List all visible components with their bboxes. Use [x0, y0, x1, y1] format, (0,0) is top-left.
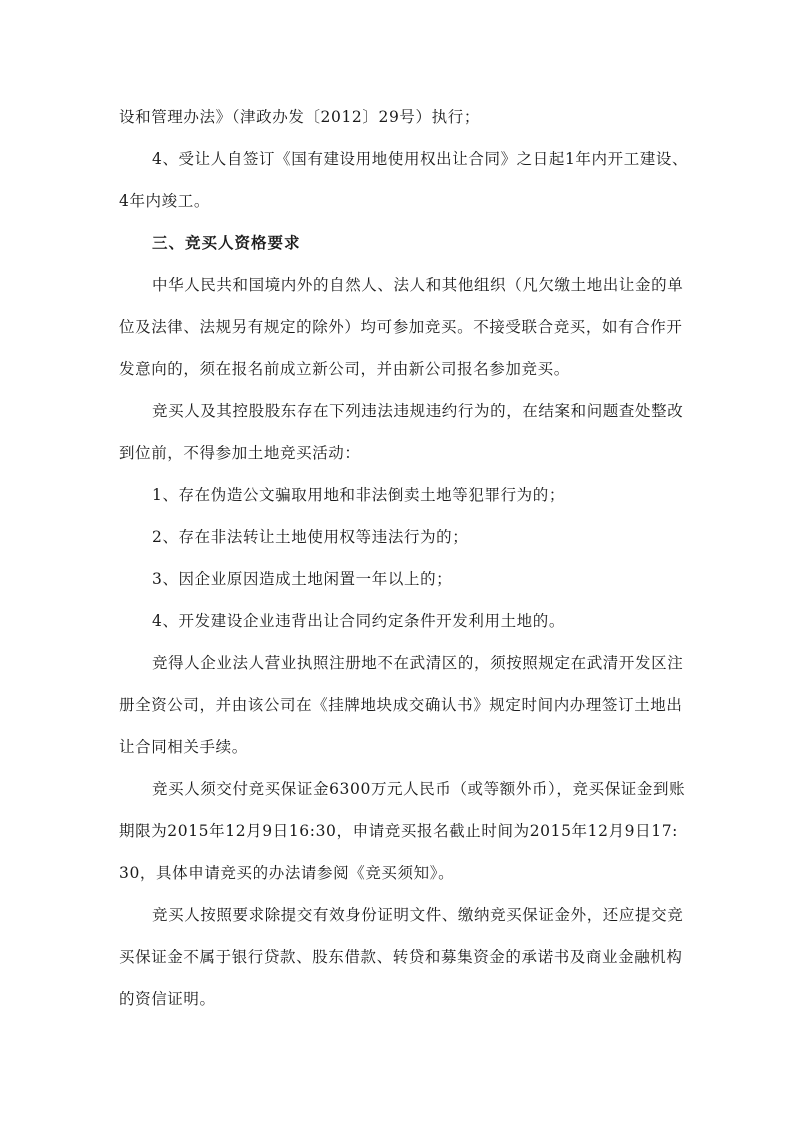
section-heading: 三、竞买人资格要求: [152, 233, 301, 252]
text-line-9: 到位前，不得参加土地竞买活动：: [119, 444, 361, 462]
list-item-3: 3、因企业原因造成土地闲置一年以上的；: [152, 570, 453, 588]
list-item-2: 2、存在非法转让土地使用权等违法行为的；: [152, 528, 469, 546]
list-item-4: 4、开发建设企业违背出让合同约定条件开发利用土地的。: [152, 612, 565, 630]
text-line-17: 竞买人须交付竞买保证金6300万元人民币（或等额外币），竞买保证金到账: [152, 780, 686, 798]
text-line-8: 竞买人及其控股股东存在下列违法违规违约行为的，在结案和问题查处整改: [152, 402, 684, 420]
text-line-14: 竞得人企业法人营业执照注册地不在武清区的，须按照规定在武清开发区注: [152, 654, 684, 672]
text-line-18: 期限为2015年12月9日16:30，申请竞买报名截止时间为2015年12月9日17:: [119, 822, 678, 840]
text-line-22: 的资信证明。: [119, 990, 216, 1008]
text-line-15: 册全资公司，并由该公司在《挂牌地块成交确认书》规定时间内办理签订土地出: [119, 696, 683, 714]
list-item-1: 1、存在伪造公文骗取用地和非法倒卖土地等犯罪行为的；: [152, 486, 565, 504]
text-line-5: 中华人民共和国境内外的自然人、法人和其他组织（凡欠缴土地出让金的单: [152, 276, 684, 294]
text-line-16: 让合同相关手续。: [119, 738, 248, 756]
text-line-7: 发意向的，须在报名前成立新公司，并由新公司报名参加竞买。: [119, 360, 570, 378]
text-line-2: 4、受让人自签订《国有建设用地使用权出让合同》之日起1年内开工建设、: [152, 150, 689, 168]
text-line-21: 买保证金不属于银行贷款、股东借款、转贷和募集资金的承诺书及商业金融机构: [119, 948, 683, 966]
text-line-3: 4年内竣工。: [119, 192, 210, 210]
text-line-20: 竞买人按照要求除提交有效身份证明文件、缴纳竞买保证金外，还应提交竞: [152, 906, 684, 924]
text-line-1: 设和管理办法》（津政办发〔2012〕29号）执行；: [119, 108, 480, 126]
text-line-6: 位及法律、法规另有规定的除外）均可参加竞买。不接受联合竞买，如有合作开: [119, 318, 683, 336]
text-line-19: 30，具体申请竞买的办法请参阅《竞买须知》。: [119, 864, 455, 882]
